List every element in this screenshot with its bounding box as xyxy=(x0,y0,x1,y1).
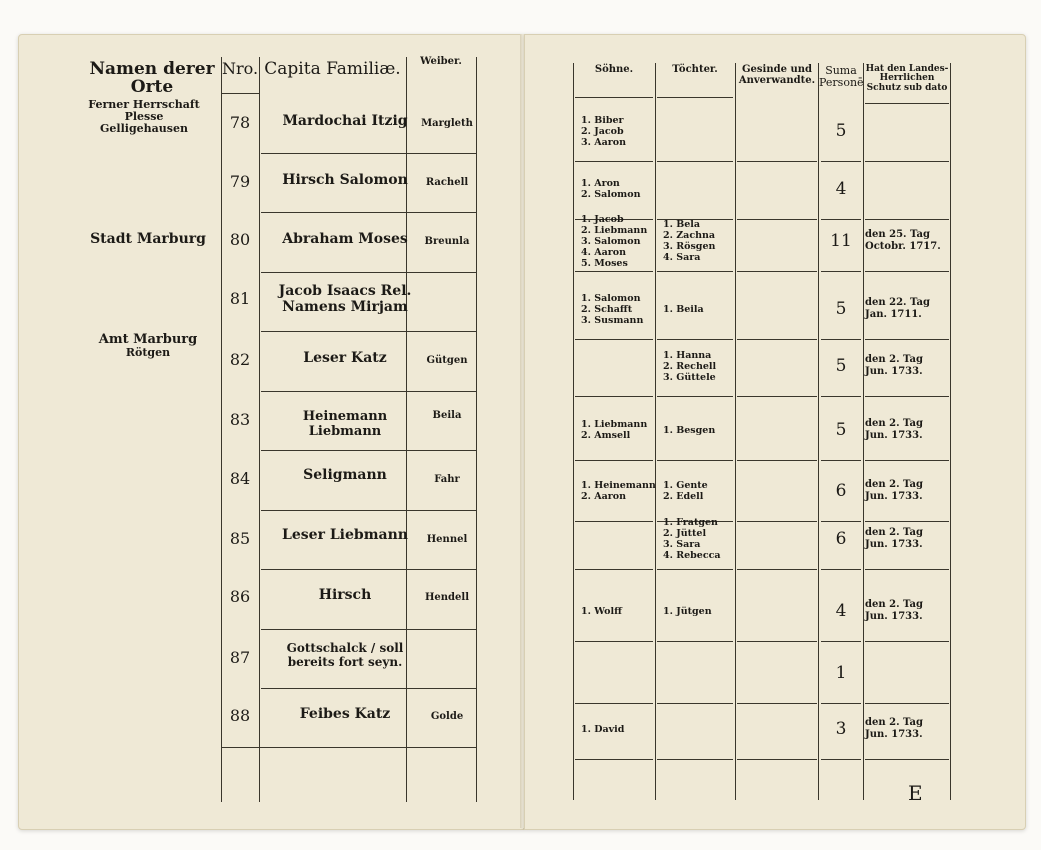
sons-list xyxy=(581,214,647,269)
row-number: 88 xyxy=(229,706,251,725)
sons-list xyxy=(581,419,647,441)
sons-entry: 3. Aaron xyxy=(581,136,626,148)
protection-date xyxy=(865,527,947,551)
family-head: Gottschalck / soll bereits fort seyn. xyxy=(286,641,404,669)
daughters-entry: 3. Sara xyxy=(663,539,701,550)
sons-entry: 2. Liebmann xyxy=(581,224,648,236)
protection-date xyxy=(865,479,947,503)
total-persons: 5 xyxy=(835,420,847,440)
family-head: Leser Liebmann xyxy=(282,527,408,543)
row-rule xyxy=(575,569,653,570)
row-rule xyxy=(821,759,861,760)
row-rule xyxy=(261,510,476,511)
column-rule xyxy=(221,57,222,802)
row-rule xyxy=(575,271,653,272)
wife-name: Margleth xyxy=(421,118,473,129)
header-gesinde: Gesinde und Anverwandte. xyxy=(738,64,816,86)
protection-date-line: den 2. Tag xyxy=(865,527,923,538)
sons-entry: 2. Amsell xyxy=(581,430,631,441)
sons-entry: 3. Susmann xyxy=(581,314,644,326)
protection-date xyxy=(865,229,947,253)
row-rule xyxy=(821,396,861,397)
header-orte: Namen derer Orte xyxy=(89,59,215,97)
row-rule xyxy=(737,219,817,220)
column-rule xyxy=(655,63,656,800)
row-rule xyxy=(821,641,861,642)
daughters-list xyxy=(663,606,712,617)
sons-list xyxy=(581,178,640,200)
sons-entry: 1. Jacob xyxy=(581,213,624,225)
place-marburg: Stadt Marburg xyxy=(90,231,206,247)
protection-date-line: Jun. 1733. xyxy=(865,729,923,740)
row-rule xyxy=(821,569,861,570)
place-line: Amt Marburg xyxy=(98,332,198,347)
total-persons: 6 xyxy=(835,481,847,501)
protection-date-line: den 2. Tag xyxy=(865,418,923,429)
protection-date-line: Jun. 1733. xyxy=(865,366,923,377)
wife-name: Breunla xyxy=(424,236,470,247)
row-rule xyxy=(865,396,949,397)
row-rule xyxy=(657,460,733,461)
protection-date-line: den 2. Tag xyxy=(865,599,923,610)
family-head: Jacob Isaacs Rel. Namens Mirjam xyxy=(278,283,412,316)
row-rule xyxy=(261,629,476,630)
row-rule xyxy=(261,212,476,213)
protection-date-line: Jan. 1711. xyxy=(865,309,922,320)
protection-date xyxy=(865,599,947,623)
row-rule xyxy=(261,569,476,570)
column-rule xyxy=(476,57,477,802)
row-rule xyxy=(821,219,861,220)
row-rule xyxy=(657,97,733,98)
place-plesse xyxy=(74,99,214,135)
row-rule xyxy=(575,703,653,704)
row-number: 86 xyxy=(229,587,251,606)
daughters-list xyxy=(663,480,708,502)
row-rule xyxy=(657,759,733,760)
sons-entry: 2. Jacob xyxy=(581,125,624,137)
row-rule xyxy=(737,161,817,162)
sons-entry: 1. Heinemann xyxy=(581,480,656,491)
sons-entry: 5. Moses xyxy=(581,257,628,269)
family-head: Leser Katz xyxy=(303,350,387,366)
family-head: Feibes Katz xyxy=(299,706,391,722)
daughters-list xyxy=(663,517,721,561)
row-rule xyxy=(865,103,949,104)
protection-date-line: Jun. 1733. xyxy=(865,611,923,622)
total-persons: 4 xyxy=(835,601,847,621)
daughters-entry: 2. Jüttel xyxy=(663,528,707,539)
sons-list xyxy=(581,606,622,617)
protection-date xyxy=(865,297,947,321)
row-rule xyxy=(261,391,476,392)
sons-entry: 2. Schafft xyxy=(581,303,633,315)
wife-name: Golde xyxy=(430,711,464,722)
daughters-entry: 2. Rechell xyxy=(663,360,717,372)
signature-mark: E xyxy=(908,781,923,805)
row-rule xyxy=(865,339,949,340)
total-persons: 5 xyxy=(835,121,847,141)
sons-entry: 3. Salomon xyxy=(581,235,641,247)
row-rule xyxy=(657,569,733,570)
header-toechter: Töchter. xyxy=(672,64,718,75)
row-number: 84 xyxy=(229,469,251,488)
row-rule xyxy=(865,641,949,642)
sons-entry: 1. Biber xyxy=(581,114,624,126)
wife-name: Gütgen xyxy=(426,355,468,366)
row-rule xyxy=(821,161,861,162)
daughters-entry: 1. Beila xyxy=(663,303,704,315)
place-line: Rötgen xyxy=(125,346,171,360)
header-capita: Capita Familiæ. xyxy=(264,59,401,79)
header-schutz: Hat den Landes-Herrlichen Schutz sub dato xyxy=(865,64,949,93)
sons-list xyxy=(581,480,656,502)
sons-entry: 2. Salomon xyxy=(581,189,641,200)
daughters-entry: 1. Gente xyxy=(663,480,708,491)
row-rule xyxy=(575,641,653,642)
sons-entry: 1. Aron xyxy=(581,178,620,189)
column-rule xyxy=(735,63,736,800)
row-number: 78 xyxy=(229,113,251,132)
row-number: 85 xyxy=(229,529,251,548)
protection-date xyxy=(865,717,947,741)
total-persons: 1 xyxy=(835,663,847,683)
sons-list xyxy=(581,115,626,148)
row-rule xyxy=(737,641,817,642)
protection-date-line: den 2. Tag xyxy=(865,717,923,728)
row-rule xyxy=(865,521,949,522)
row-rule xyxy=(821,339,861,340)
row-rule xyxy=(821,271,861,272)
daughters-entry: 1. Hanna xyxy=(663,349,712,361)
wife-name: Fahr xyxy=(434,474,460,485)
sons-entry: 1. David xyxy=(581,723,625,735)
protection-date-line: den 25. Tag xyxy=(865,229,930,240)
protection-date-line: Jun. 1733. xyxy=(865,491,923,502)
wife-name: Rachell xyxy=(425,177,469,188)
wife-name: Hennel xyxy=(426,534,468,545)
sons-entry: 1. Liebmann xyxy=(581,419,648,430)
daughters-entry: 1. Fratgen xyxy=(663,517,718,528)
row-number: 81 xyxy=(229,289,251,308)
right-page xyxy=(524,34,1026,830)
row-rule xyxy=(865,460,949,461)
row-rule xyxy=(261,153,476,154)
sons-entry: 2. Aaron xyxy=(581,491,626,502)
row-rule xyxy=(575,97,653,98)
row-rule xyxy=(737,271,817,272)
header-summa: Suma Personē xyxy=(819,64,864,89)
row-rule xyxy=(865,569,949,570)
row-rule xyxy=(737,759,817,760)
row-number: 83 xyxy=(229,410,251,429)
row-rule xyxy=(261,688,476,689)
column-rule xyxy=(818,63,819,800)
total-persons: 11 xyxy=(830,231,852,251)
sons-list xyxy=(581,293,643,326)
wife-name: Hendell xyxy=(424,592,470,603)
row-rule xyxy=(737,521,817,522)
row-rule xyxy=(657,271,733,272)
protection-date-line: Octobr. 1717. xyxy=(865,241,941,252)
row-rule xyxy=(657,161,733,162)
column-rule xyxy=(863,63,864,800)
row-rule xyxy=(657,703,733,704)
row-rule xyxy=(821,460,861,461)
row-rule xyxy=(221,93,259,94)
family-head: Seligmann xyxy=(303,467,387,483)
row-number: 79 xyxy=(229,172,251,191)
family-head: Abraham Moses xyxy=(282,231,408,247)
header-soehne: Söhne. xyxy=(594,64,634,75)
column-rule xyxy=(259,57,260,802)
sons-entry: 4. Aaron xyxy=(581,246,626,258)
row-rule xyxy=(737,339,817,340)
total-persons: 5 xyxy=(835,356,847,376)
daughters-entry: 2. Edell xyxy=(663,491,704,502)
sons-entry: 1. Wolff xyxy=(581,605,622,617)
daughters-entry: 2. Zachna xyxy=(663,230,716,241)
daughters-entry: 1. Besgen xyxy=(663,424,716,436)
row-rule xyxy=(657,396,733,397)
total-persons: 4 xyxy=(835,179,847,199)
row-rule xyxy=(865,759,949,760)
header-nro: Nro. xyxy=(221,59,259,78)
place-line: Gelligehausen xyxy=(100,122,188,136)
row-rule xyxy=(261,331,476,332)
place-amt-marburg xyxy=(81,333,215,359)
protection-date-line: den 2. Tag xyxy=(865,354,923,365)
row-rule xyxy=(865,271,949,272)
row-rule xyxy=(575,396,653,397)
row-rule xyxy=(575,460,653,461)
row-rule xyxy=(657,641,733,642)
row-rule xyxy=(575,759,653,760)
wife-name: Beila xyxy=(432,410,462,421)
row-number: 82 xyxy=(229,350,251,369)
daughters-entry: 4. Rebecca xyxy=(663,550,721,561)
protection-date-line: Jun. 1733. xyxy=(865,539,923,550)
row-rule xyxy=(261,272,476,273)
family-head: Mardochai Itzig xyxy=(282,113,408,129)
total-persons: 6 xyxy=(835,529,847,549)
place-line: Ferner Herrschaft Plesse xyxy=(88,98,200,124)
family-head: Hirsch Salomon xyxy=(282,172,408,188)
total-persons: 3 xyxy=(835,719,847,739)
row-rule xyxy=(821,521,861,522)
daughters-entry: 3. Güttele xyxy=(663,371,716,383)
family-head: Hirsch xyxy=(318,587,372,603)
sons-entry: 1. Salomon xyxy=(581,292,641,304)
family-head: Heinemann Liebmann xyxy=(302,409,388,439)
row-rule xyxy=(865,219,949,220)
daughters-entry: 3. Rösgen xyxy=(663,241,716,252)
row-rule xyxy=(737,703,817,704)
protection-date xyxy=(865,354,947,378)
header-weiber: Weiber. xyxy=(420,56,462,67)
row-rule xyxy=(221,747,476,748)
row-number: 80 xyxy=(229,230,251,249)
left-page xyxy=(18,34,524,830)
row-rule xyxy=(865,703,949,704)
row-rule xyxy=(657,339,733,340)
row-rule xyxy=(575,339,653,340)
sons-list xyxy=(581,724,624,735)
protection-date-line: den 22. Tag xyxy=(865,297,930,308)
protection-date xyxy=(865,418,947,442)
column-rule xyxy=(573,63,574,800)
daughters-list xyxy=(663,219,715,263)
column-rule xyxy=(950,63,951,800)
row-rule xyxy=(261,450,476,451)
daughters-list xyxy=(663,304,704,315)
protection-date-line: den 2. Tag xyxy=(865,479,923,490)
row-number: 87 xyxy=(229,648,251,667)
daughters-entry: 1. Bela xyxy=(663,219,701,230)
row-rule xyxy=(737,396,817,397)
row-rule xyxy=(865,161,949,162)
row-rule xyxy=(737,569,817,570)
protection-date-line: Jun. 1733. xyxy=(865,430,923,441)
daughters-entry: 4. Sara xyxy=(663,252,701,263)
total-persons: 5 xyxy=(835,299,847,319)
row-rule xyxy=(575,521,653,522)
row-rule xyxy=(737,460,817,461)
daughters-list xyxy=(663,350,716,383)
row-rule xyxy=(821,703,861,704)
row-rule xyxy=(575,161,653,162)
daughters-list xyxy=(663,425,715,436)
daughters-entry: 1. Jütgen xyxy=(663,605,712,617)
